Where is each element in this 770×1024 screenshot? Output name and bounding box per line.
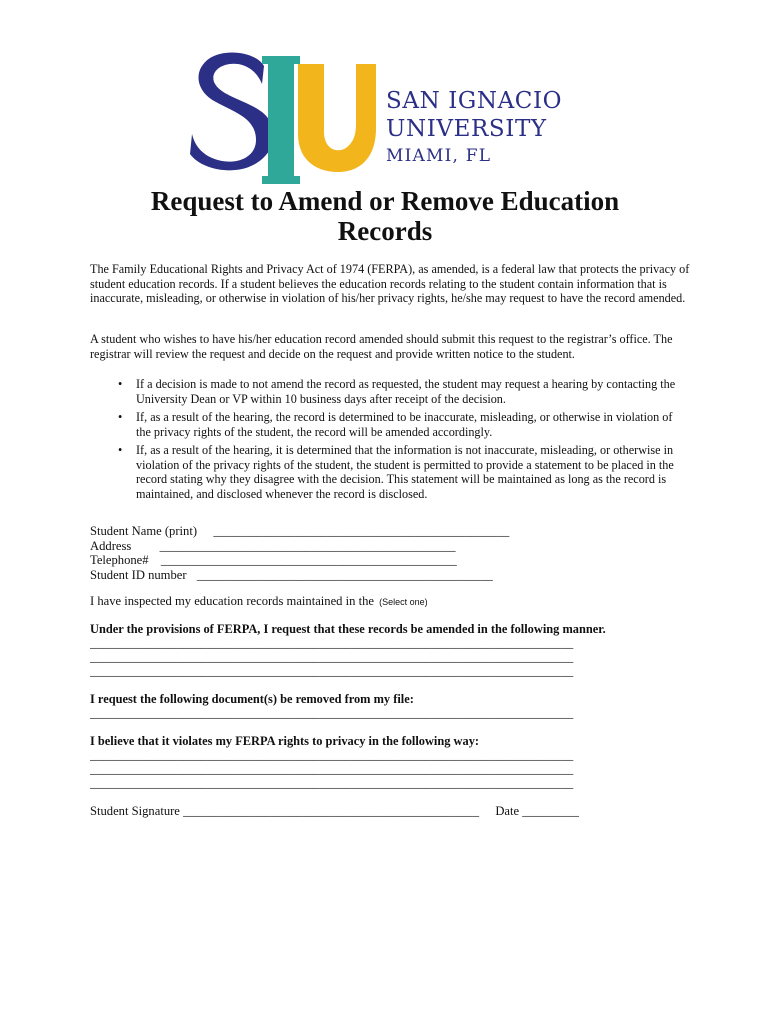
amend-request-lines (90, 636, 678, 678)
amend-request-line[interactable]: ______________________________________________________________________________ (90, 650, 574, 664)
violation-line[interactable]: ______________________________________________________________________________ (90, 776, 574, 790)
date-label: Date (495, 804, 520, 818)
student-name-row (90, 524, 690, 539)
procedure-list (118, 377, 678, 505)
university-logo (186, 44, 586, 194)
amend-request-line[interactable]: ______________________________________________________________________________ (90, 664, 574, 678)
violation-line[interactable]: ______________________________________________________________________________ (90, 748, 574, 762)
signature-field[interactable]: _______________________________________________ (183, 804, 480, 818)
student-name-field[interactable]: _______________________________________________ (213, 524, 510, 538)
remove-request-line[interactable]: ______________________________________________________________________________ (90, 706, 574, 720)
logo-letter-i (268, 56, 294, 184)
student-info-fields (90, 524, 690, 582)
records-office-select[interactable]: (Select one) (379, 597, 428, 607)
violation-lines (90, 748, 678, 790)
form-title (80, 186, 690, 246)
logo-name-line2: UNIVERSITY (386, 116, 547, 142)
violation-heading: I believe that it violates my FERPA rights to privacy in the following way: (90, 734, 480, 748)
remove-request-heading: I request the following document(s) be removed from my file: (90, 692, 414, 706)
violation-line[interactable]: ______________________________________________________________________________ (90, 762, 574, 776)
ferpa-intro-paragraph: The Family Educational Rights and Privacy Act of 1974 (FERPA), as amended, is a federal law that protects the privacy of student education records. If a student believes the education records relating to the student contain information that is inaccurate, misleading, or otherwise in violation of his/her privacy rights, he/she may request to have the record amended. (90, 262, 690, 305)
form-title-line2: Records (337, 216, 433, 246)
telephone-field[interactable]: _______________________________________________ (160, 553, 457, 567)
list-item: • If a decision is made to not amend the record as requested, the student may request a hearing by contacting the University Dean or VP within 10 business days after receipt of the decision. (118, 377, 678, 406)
student-id-field[interactable]: _______________________________________________ (196, 567, 493, 582)
logo-name-line1: SAN IGNACIO (386, 88, 563, 114)
list-item: • If, as a result of the hearing, the record is determined to be inaccurate, misleading, or otherwise in violation of the privacy rights of the student, the record will be amended accordingly. (118, 410, 678, 439)
date-field[interactable]: _________ (522, 804, 579, 818)
student-id-label: Student ID number (90, 567, 187, 582)
submission-paragraph: A student who wishes to have his/her education record amended should submit this request to the registrar’s office. The registrar will review the request and decide on the request and provide written notice to the student. (90, 332, 673, 361)
list-item: • If, as a result of the hearing, it is determined that the information is not inaccurate, misleading, or otherwise in violation of the privacy rights of the student, the student is permitted to provide a statement to be placed in the record stating why they disagree with the decision. This statement will be maintained as long as the record is maintained, and disclosed whenever the record is disclosed. (118, 443, 678, 501)
signature-row (90, 804, 579, 819)
amend-request-line[interactable]: ______________________________________________________________________________ (90, 636, 574, 650)
records-inspected-line (90, 594, 428, 609)
address-row (90, 539, 690, 554)
form-title-line1: Request to Amend or Remove Education (150, 186, 620, 216)
logo-letter-u (298, 64, 376, 172)
address-label: Address (90, 538, 132, 553)
address-field[interactable]: _______________________________________________ (159, 538, 456, 553)
telephone-label: Telephone# (90, 553, 149, 567)
logo-location: MIAMI, FL (386, 146, 492, 166)
siu-monogram (186, 44, 386, 194)
student-name-label: Student Name (print) (90, 524, 198, 538)
records-inspected-text: I have inspected my education records maintained in the (90, 594, 374, 608)
signature-label: Student Signature (90, 804, 180, 818)
amend-request-heading: Under the provisions of FERPA, I request that these records be amended in the following manner. (90, 622, 606, 636)
telephone-row (90, 553, 690, 568)
student-id-row (90, 568, 690, 583)
remove-request-lines (90, 706, 678, 720)
logo-letter-s (190, 52, 274, 170)
